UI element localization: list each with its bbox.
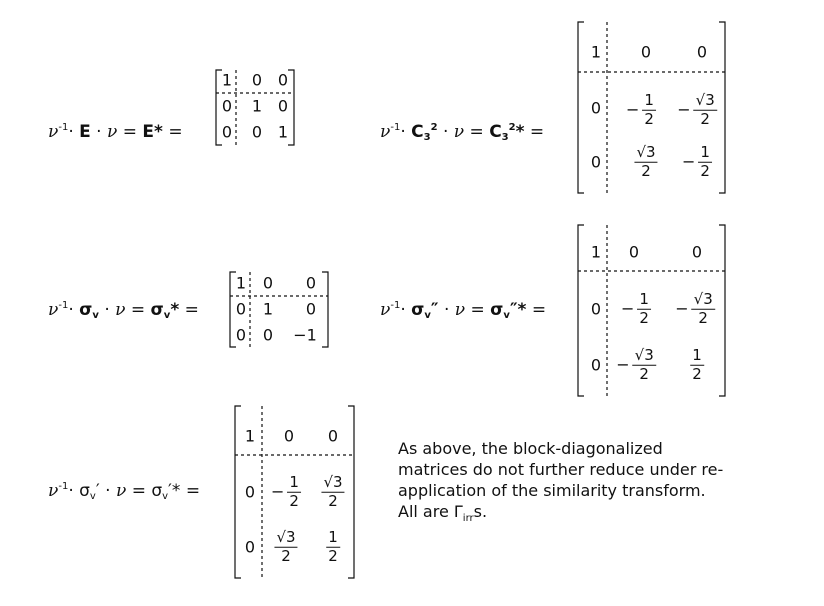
equation-svpp-lhs: $\nu^{-1}\cdot \sigma_v'' \cdot \nu = \sigma_v''*$ =	[380, 300, 547, 321]
operator-e: E	[79, 122, 91, 142]
equation-e-lhs: $\nu^{-1}\cdot E \cdot \nu = E*$ =	[48, 122, 183, 142]
operator-c3: C	[411, 122, 424, 142]
equation-svp-lhs: $\nu^{-1}\cdot \sigma_v' \cdot \nu = \sigma_v'*$ =	[48, 481, 201, 502]
nu-symbol: ν	[48, 122, 59, 142]
equation-sv-lhs: $\nu^{-1}\cdot \sigma_v \cdot \nu = \sigma_v*$ =	[48, 300, 199, 321]
equation-c3-lhs: $\nu^{-1}\cdot C_3^2 \cdot \nu = C_3^2*$ =	[380, 122, 545, 143]
note-text: As above, the block-diagonalized matrices do not further reduce under re- application of the similarity transform. All are $\Gamma_{irr}s$.	[398, 439, 724, 525]
result-e-star: E*	[142, 122, 163, 142]
